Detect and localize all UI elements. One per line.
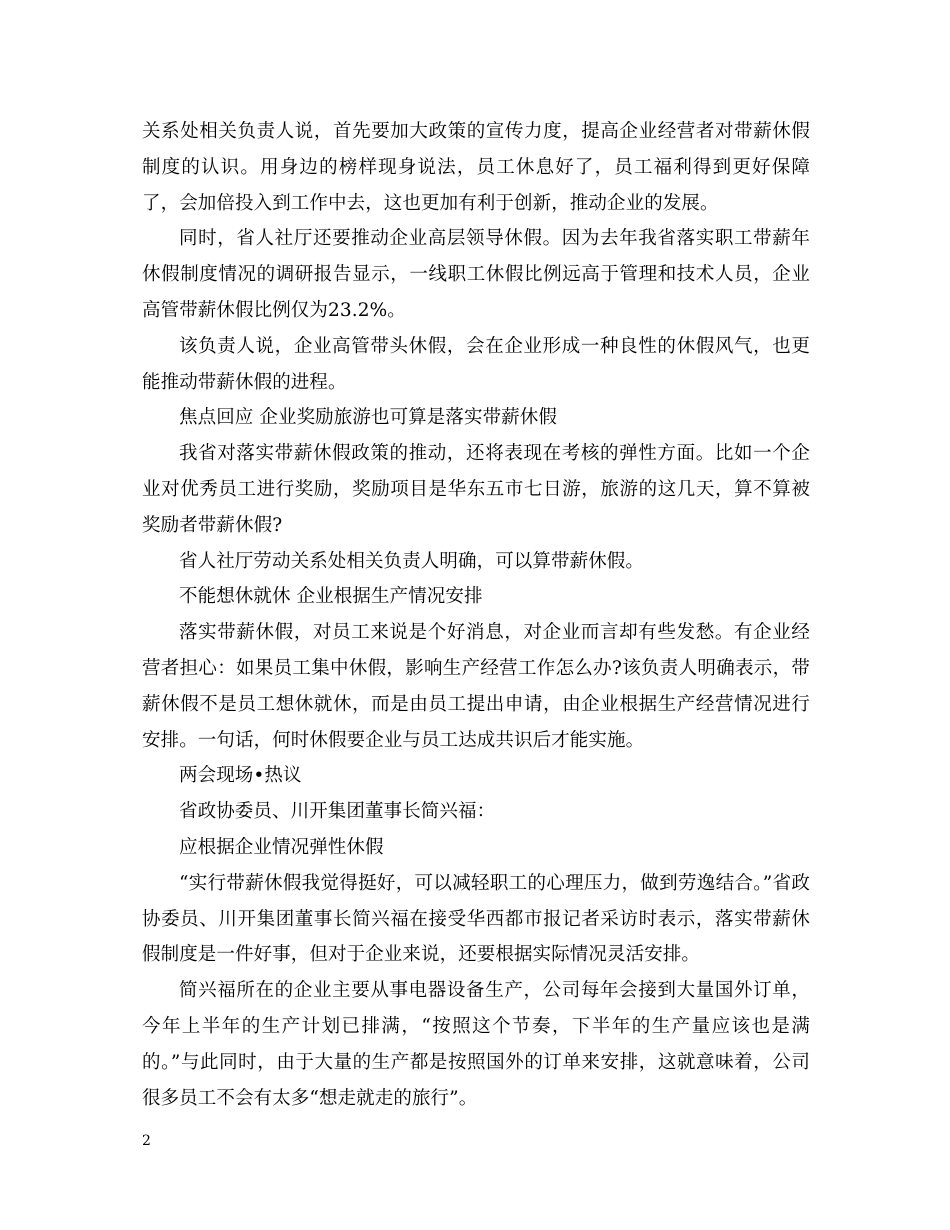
paragraph-2: 同时，省人社厅还要推动企业高层领导休假。因为去年我省落实职工带薪年休假制度情况的调研报告显示，一线职工休假比例远高于管理和技术人员，企业高管带薪休假比例仅为23.2%。 [142, 228, 810, 321]
page-number: 2 [142, 1133, 151, 1149]
section-heading-arrangement: 不能想休就休 企业根据生产情况安排 [179, 586, 483, 608]
paragraph-5: 省人社厅劳动关系处相关负责人明确，可以算带薪休假。 [179, 550, 645, 572]
paragraph-8: 简兴福所在的企业主要从事电器设备生产，公司每年会接到大量国外订单，今年上半年的生产计划已排满，“按照这个节奏，下半年的生产量应该也是满的。”与此同时，由于大量的生产都是按照国外的订单来安排，这就意味着，公司很多员工不会有太多“想走就走的旅行”。 [142, 980, 810, 1109]
section-heading-two-sessions: 两会现场•热议 [179, 765, 302, 787]
speaker-line: 省政协委员、川开集团董事长简兴福： [179, 801, 496, 823]
subheading-flexible-leave: 应根据企业情况弹性休假 [179, 836, 384, 858]
paragraph-4: 我省对落实带薪休假政策的推动，还将表现在考核的弹性方面。比如一个企业对优秀员工进行奖励，奖励项目是华东五市七日游，旅游的这几天，算不算被奖励者带薪休假? [142, 443, 810, 536]
section-heading-focus: 焦点回应 企业奖励旅游也可算是落实带薪休假 [179, 407, 557, 429]
article-body [142, 114, 810, 1116]
paragraph-1: 关系处相关负责人说，首先要加大政策的宣传力度，提高企业经营者对带薪休假制度的认识。用身边的榜样现身说法，员工休息好了，员工福利得到更好保障了，会加倍投入到工作中去，这也更加有利于创新，推动企业的发展。 [142, 121, 810, 214]
paragraph-7: “实行带薪休假我觉得挺好，可以减轻职工的心理压力，做到劳逸结合。”省政协委员、川开集团董事长简兴福在接受华西都市报记者采访时表示，落实带薪休假制度是一件好事，但对于企业来说，还要根据实际情况灵活安排。 [142, 872, 810, 966]
paragraph-3: 该负责人说，企业高管带头休假，会在企业形成一种良性的休假风气，也更能推动带薪休假的进程。 [142, 335, 810, 393]
paragraph-6: 落实带薪休假，对员工来说是个好消息，对企业而言却有些发愁。有企业经营者担心：如果员工集中休假，影响生产经营工作怎么办?该负责人明确表示，带薪休假不是员工想休就休，而是由员工提出申请，由企业根据生产经营情况进行安排。一句话，何时休假要企业与员工达成共识后才能实施。 [142, 622, 810, 751]
